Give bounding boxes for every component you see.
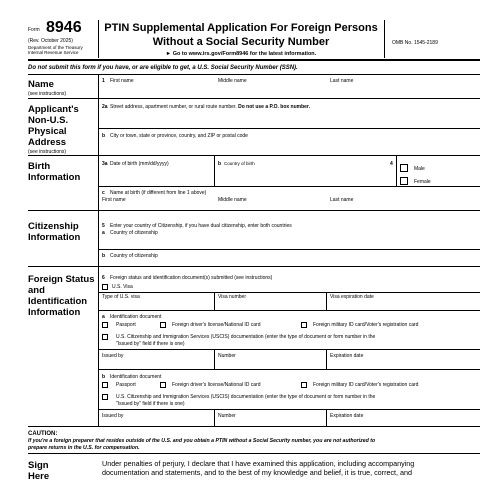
drivers-license-checkbox-b[interactable] — [160, 382, 166, 388]
dob-field[interactable] — [100, 168, 210, 184]
caution-title: CAUTION: — [28, 431, 58, 437]
section-divider — [98, 156, 99, 210]
row-rule — [98, 310, 480, 311]
middle-name-field[interactable] — [216, 85, 321, 97]
uscis-checkbox-a[interactable] — [102, 334, 108, 340]
section-divider — [98, 211, 99, 266]
foreign-status-instructions: Foreign status and identification document(s) submitted (see instructions) — [110, 275, 273, 281]
section-rule — [28, 426, 480, 427]
section-rule — [28, 98, 480, 99]
drivers-license-label: Foreign driver's license/National ID card — [172, 322, 261, 328]
section-title-birth-1: Birth — [28, 161, 51, 172]
perjury-statement-line2: documentation and statements, and to the best of my knowledge and belief, it is true, correct, and — [102, 468, 413, 477]
document-number-field-b[interactable] — [216, 419, 324, 426]
name-at-birth-label: Name at birth (if different from line 1 above) — [110, 190, 207, 196]
ssn-notice: Do not submit this form if you have, or are eligible to get, a U.S. Social Security Number (SSN). — [28, 65, 298, 71]
header-divider-right — [384, 20, 385, 58]
header-bottom-rule — [28, 59, 480, 61]
section-title-citizenship-2: Information — [28, 232, 81, 243]
row-rule — [98, 128, 480, 129]
visa-expiration-label: Visa expiration date — [330, 294, 374, 300]
female-label: Female — [414, 179, 431, 185]
row-rule — [98, 249, 480, 250]
us-visa-label: U.S. Visa — [112, 284, 133, 290]
male-checkbox[interactable] — [400, 164, 408, 172]
field-divider — [326, 349, 327, 369]
section-title-sign-2: Here — [28, 471, 50, 482]
line-number: b — [102, 133, 106, 139]
field-divider — [326, 409, 327, 426]
field-divider — [214, 292, 215, 310]
caution-rule — [28, 453, 480, 454]
military-id-checkbox-b[interactable] — [301, 382, 307, 388]
line-number: 5 — [102, 223, 105, 229]
caution-text-line2: prepare returns in the U.S. for compensation. — [28, 445, 140, 451]
expiration-date-label: Expiration date — [330, 413, 364, 419]
city-country-label: City or town, state or province, country, and ZIP or postal code — [110, 133, 248, 139]
line-number: 3a — [102, 161, 108, 167]
us-visa-checkbox[interactable] — [102, 284, 108, 290]
form-title-line1: PTIN Supplemental Application For Foreign Persons — [104, 22, 378, 34]
expiration-date-label: Expiration date — [330, 353, 364, 359]
city-country-field[interactable] — [100, 140, 478, 154]
form-number: 8946 — [46, 19, 82, 36]
expiration-date-field-b[interactable] — [328, 419, 478, 426]
field-divider — [214, 156, 215, 186]
middle-name-label: Middle name — [218, 78, 247, 84]
issued-by-label: Issued by — [102, 353, 124, 359]
first-name-label: First name — [110, 78, 134, 84]
line-number: 1 — [102, 78, 105, 84]
section-title-name: Name — [28, 79, 54, 90]
document-number-field-a[interactable] — [216, 359, 324, 368]
visa-type-label: Type of U.S. visa — [102, 294, 140, 300]
line-number: b — [218, 161, 222, 167]
issued-by-field-a[interactable] — [100, 359, 212, 368]
department-line2: Internal Revenue Service — [28, 50, 79, 55]
section-rule — [28, 210, 480, 211]
issued-by-field-b[interactable] — [100, 419, 212, 426]
section-title-sign-1: Sign — [28, 460, 49, 471]
perjury-statement-line1: Under penalties of perjury, I declare that I have examined this application, including accompanying — [102, 459, 415, 468]
field-divider — [214, 409, 215, 426]
row-rule — [98, 292, 480, 293]
uscis-label-line2: "Issued by" field if there is one) — [116, 341, 185, 347]
street-address-label: Street address, apartment number, or rural route number. Do not use a P.O. box number. — [110, 104, 310, 110]
section-title-address-4: Address — [28, 137, 67, 148]
middle-name-label: Middle name — [218, 197, 247, 203]
last-name-field[interactable] — [328, 85, 478, 97]
section-rule — [28, 155, 480, 156]
passport-label: Passport — [116, 382, 136, 388]
document-number-label: Number — [218, 353, 236, 359]
line-number: a — [102, 314, 105, 320]
section-note-name: (see instructions) — [28, 91, 67, 97]
military-id-checkbox-a[interactable] — [301, 322, 307, 328]
section-note-address: (see instructions) — [28, 149, 67, 155]
section-title-address-1: Applicant's — [28, 104, 79, 115]
form-title-line2: Without a Social Security Number — [152, 36, 330, 48]
section-divider — [98, 99, 99, 155]
last-name-label: Last name — [330, 197, 354, 203]
military-id-label: Foreign military ID card/Voter's registration card — [313, 382, 419, 388]
uscis-label-line2: "Issued by" field if there is one) — [116, 401, 185, 407]
row-rule — [98, 349, 480, 350]
field-divider — [326, 292, 327, 310]
line-number: 6 — [102, 275, 105, 281]
visa-type-field[interactable] — [100, 300, 212, 309]
country-of-birth-label: Country of birth — [224, 161, 255, 166]
drivers-license-checkbox-a[interactable] — [160, 322, 166, 328]
visa-expiration-field[interactable] — [328, 300, 478, 309]
visa-number-label: Visa number — [218, 294, 246, 300]
section-title-foreign-3: Identification — [28, 296, 88, 307]
field-divider — [396, 156, 397, 186]
line-number: b — [102, 253, 106, 259]
line-number: 2a — [102, 104, 108, 110]
first-name-label: First name — [102, 197, 126, 203]
row-rule — [98, 369, 480, 370]
passport-label: Passport — [116, 322, 136, 328]
form-label: Form — [28, 27, 40, 33]
line-number: a — [102, 230, 105, 236]
drivers-license-label: Foreign driver's license/National ID card — [172, 382, 261, 388]
id-document-label: Identification document — [110, 314, 162, 320]
row-rule — [98, 409, 480, 410]
document-number-label: Number — [218, 413, 236, 419]
caution-text-line1: If you're a foreign preparer that resides outside of the U.S. and you obtain a PTIN without a Social Security number, you are not authorized to — [28, 438, 376, 444]
section-divider — [98, 75, 99, 98]
section-title-foreign-2: and — [28, 285, 45, 296]
uscis-label-line1: U.S. Citizenship and Immigration Services (USCIS) documentation (enter the type of document or form number in the — [116, 334, 376, 340]
field-divider — [214, 349, 215, 369]
street-address-field[interactable] — [100, 111, 478, 127]
section-title-address-3: Physical — [28, 126, 67, 137]
citizenship-a-field[interactable] — [100, 237, 478, 247]
citizenship-b-label: Country of citizenship — [110, 253, 158, 259]
line-number: 4 — [390, 161, 393, 167]
visa-number-field[interactable] — [216, 300, 324, 309]
section-title-address-2: Non-U.S. — [28, 115, 69, 126]
section-title-birth-2: Information — [28, 172, 81, 183]
section-rule — [28, 266, 480, 267]
last-name-label: Last name — [330, 78, 354, 84]
expiration-date-field-a[interactable] — [328, 359, 478, 368]
line-number: b — [102, 374, 106, 380]
uscis-label-line1: U.S. Citizenship and Immigration Services (USCIS) documentation (enter the type of document or form number in the — [116, 394, 376, 400]
section-title-foreign-1: Foreign Status — [28, 274, 95, 285]
row-rule — [98, 186, 480, 187]
uscis-checkbox-b[interactable] — [102, 394, 108, 400]
line-number: c — [102, 190, 105, 196]
notice-rule — [28, 74, 480, 75]
female-checkbox[interactable] — [400, 177, 408, 185]
issued-by-label: Issued by — [102, 413, 124, 419]
section-divider — [98, 267, 99, 426]
section-title-foreign-4: Information — [28, 307, 81, 318]
section-title-citizenship-1: Citizenship — [28, 221, 79, 232]
name-at-birth-field[interactable] — [100, 203, 478, 210]
id-document-label: Identification document — [110, 374, 162, 380]
passport-checkbox-a[interactable] — [102, 322, 108, 328]
revision-date: (Rev. October 2025) — [28, 38, 73, 44]
omb-number: OMB No. 1545-2189 — [392, 40, 438, 46]
citizenship-instructions: Enter your country of Citizenship, if you have dual citizenship, enter both countries — [110, 223, 292, 229]
country-of-birth-field[interactable] — [216, 168, 392, 184]
goto-instructions: ► Go to www.irs.gov/Form8946 for the latest information. — [165, 51, 317, 57]
citizenship-a-label: Country of citizenship — [110, 230, 158, 236]
department-line1: Department of the Treasury — [28, 45, 83, 50]
first-name-field[interactable] — [100, 85, 205, 97]
citizenship-b-field[interactable] — [100, 259, 478, 266]
male-label: Male — [414, 166, 425, 172]
dob-label: Date of birth (mm/dd/yyyy) — [110, 161, 169, 167]
passport-checkbox-b[interactable] — [102, 382, 108, 388]
military-id-label: Foreign military ID card/Voter's registration card — [313, 322, 419, 328]
